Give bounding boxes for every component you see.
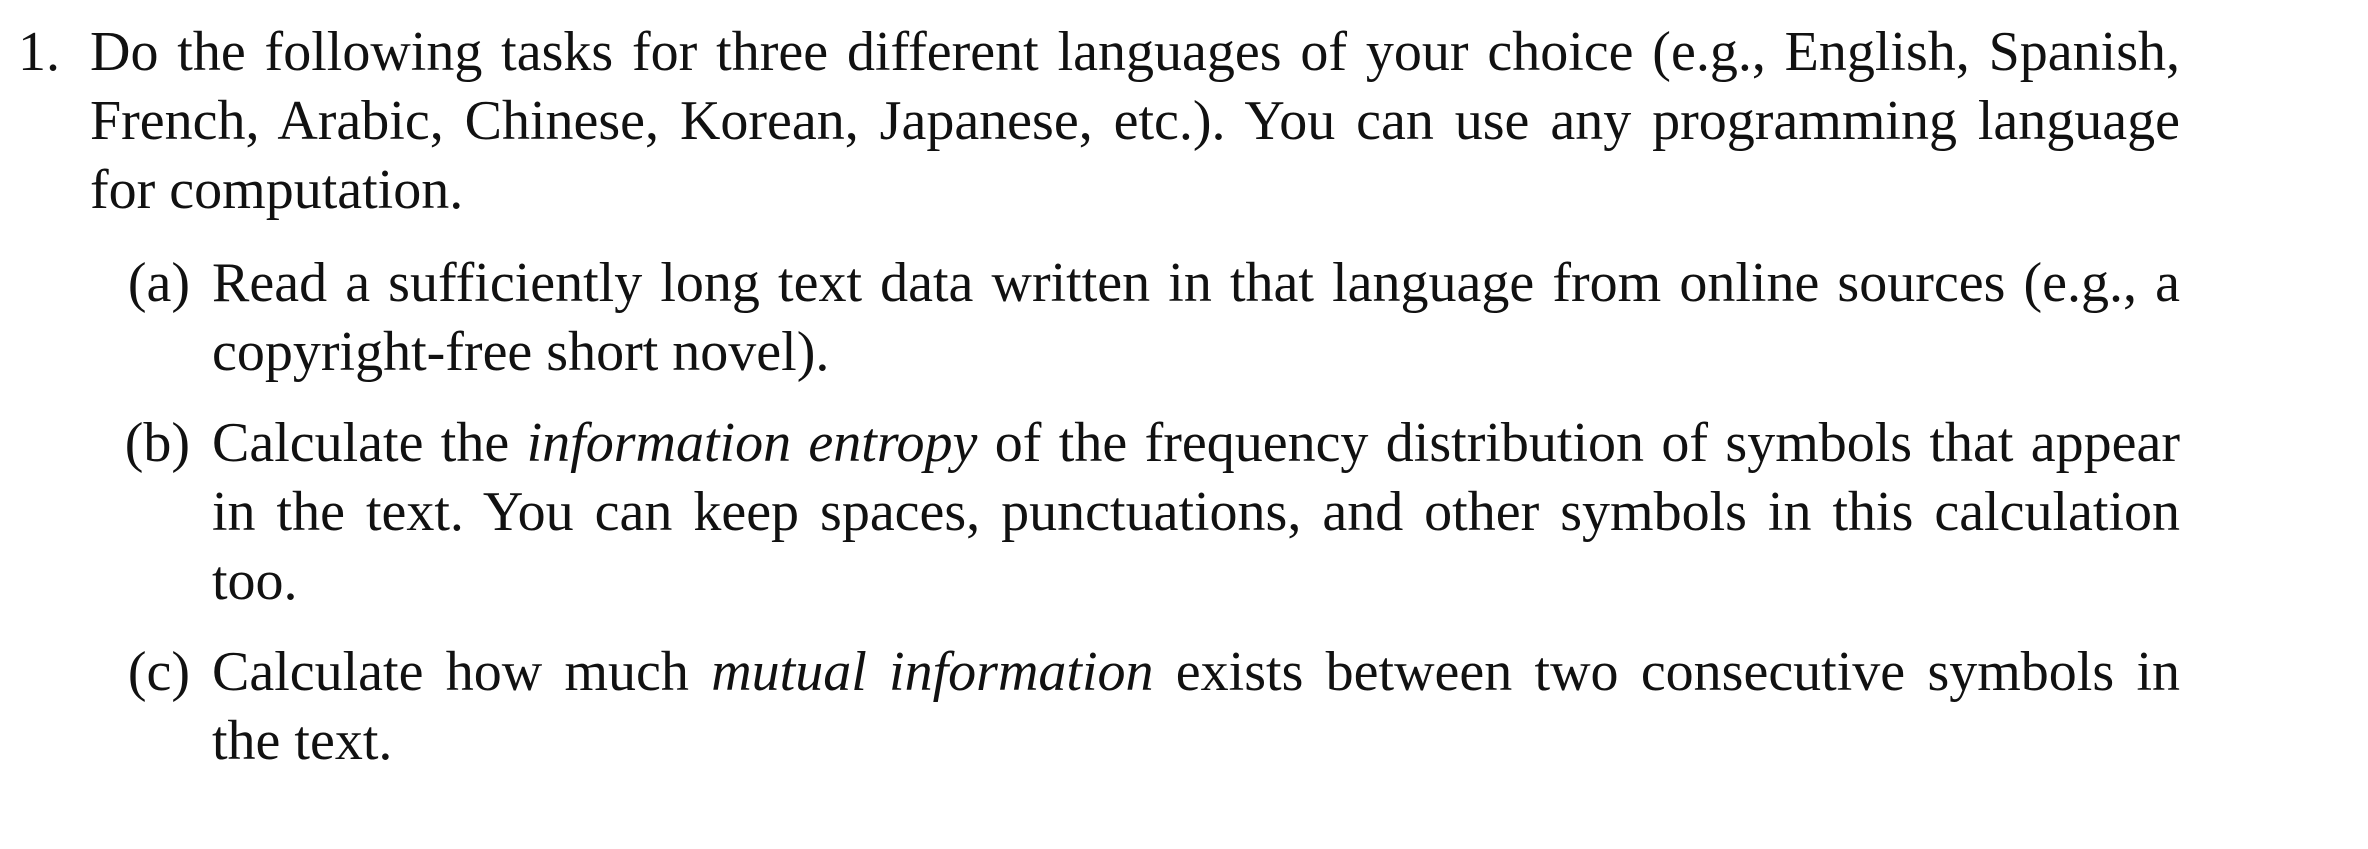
problem-number: 1.	[18, 21, 60, 83]
subitem-text-a	[212, 249, 2180, 387]
subitem-c-text-before-term: Calculate how much	[212, 641, 712, 703]
term-mutual-information: mutual information	[711, 641, 1154, 703]
subitem-list	[90, 249, 2180, 776]
subitem-b-line-3: too.	[212, 550, 298, 612]
subitem-label-b: (b)	[124, 412, 190, 474]
intro-line-3: for computation.	[90, 159, 464, 221]
subitem-c	[90, 638, 2180, 776]
subitem-b-text-before-term: Calculate the	[212, 412, 527, 474]
intro-line-1: Do the following tasks for three different languages of your choice (e.g., English, Spanish,	[90, 21, 2180, 83]
subitem-a-line-2: copyright-free short novel).	[212, 321, 830, 383]
subitem-label-c: (c)	[127, 641, 190, 703]
subitem-b-line-1	[212, 409, 2180, 478]
subitem-label-a: (a)	[127, 252, 190, 314]
subitem-a-line-1: Read a sufficiently long text data written in that language from online sources (e.g., a	[212, 252, 2180, 314]
subitem-text-b	[212, 409, 2180, 616]
subitem-a	[90, 249, 2180, 387]
subitem-b	[90, 409, 2180, 616]
subitem-b-line-2: in the text. You can keep spaces, punctuations, and other symbols in this calculation	[212, 481, 2180, 543]
intro-line-2: French, Arabic, Chinese, Korean, Japanese, etc.). You can use any programming language	[90, 90, 2180, 152]
subitem-c-text-after-term: exists between two consecutive symbols in	[1153, 641, 2180, 703]
problem-row	[18, 18, 2198, 776]
problem-body	[90, 18, 2180, 776]
problem-1	[18, 18, 2198, 776]
subitem-b-text-after-term: of the frequency distribution of symbols that appear	[977, 412, 2181, 474]
subitem-c-line-2: the text.	[212, 710, 393, 772]
problem-intro	[90, 18, 2180, 225]
subitem-c-line-1	[212, 638, 2180, 707]
term-information-entropy: information entropy	[526, 412, 978, 474]
subitem-text-c	[212, 638, 2180, 776]
